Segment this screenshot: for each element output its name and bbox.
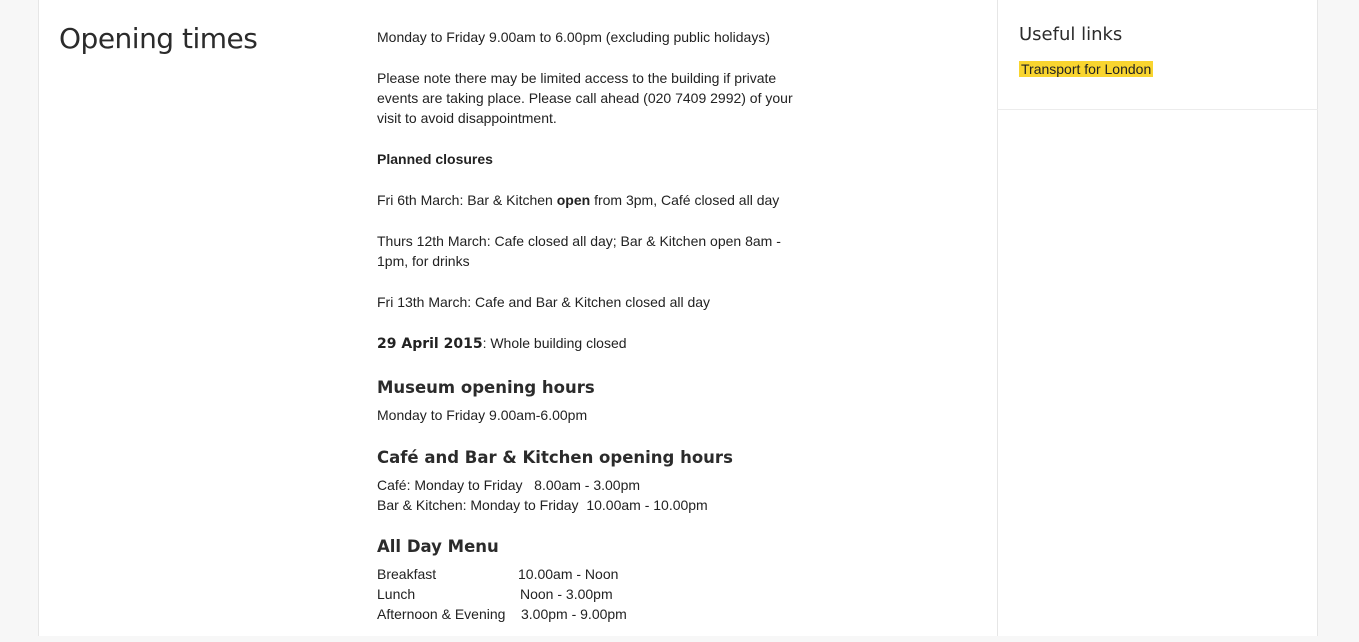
closure-thurs-12: Thurs 12th March: Cafe closed all day; Bar & Kitchen open 8am - 1pm, for drinks	[377, 233, 781, 269]
table-row	[377, 564, 627, 584]
sidebar-divider	[997, 110, 998, 636]
menu-time: 10.00am - Noon	[518, 566, 619, 582]
menu-time: 3.00pm - 9.00pm	[521, 606, 627, 622]
closure-april-text: : Whole building closed	[482, 335, 627, 351]
closure-fri-6-bold: open	[556, 192, 591, 208]
transport-for-london-link[interactable]: Transport for London	[1021, 61, 1152, 77]
planned-closures-heading: Planned closures	[377, 151, 493, 167]
museum-hours-section	[377, 377, 807, 425]
menu-time: Noon - 3.00pm	[520, 586, 613, 602]
closure-april-date: 29 April 2015	[377, 336, 483, 352]
access-note: Please note there may be limited access to the building if private events are taking place. Please call ahead (020 7409 2992) of your visit to avoid disappointment.	[377, 70, 793, 126]
useful-links-sidebar	[997, 0, 1318, 110]
cafe-hours-section	[377, 447, 807, 515]
menu-meal: Lunch	[377, 586, 416, 602]
closure-fri-13: Fri 13th March: Cafe and Bar & Kitchen closed all day	[377, 294, 711, 310]
page-container	[38, 0, 1318, 636]
museum-hours-text: Monday to Friday 9.00am-6.00pm	[377, 407, 588, 423]
menu-meal: Afternoon & Evening	[377, 606, 506, 622]
closure-fri-6-suffix: from 3pm, Café closed all day	[590, 192, 780, 208]
table-row	[377, 604, 627, 624]
cafe-hours-line: Café: Monday to Friday 8.00am - 3.00pm	[377, 477, 641, 493]
cafe-hours-heading: Café and Bar & Kitchen opening hours	[377, 448, 733, 467]
closure-fri-6-prefix: Fri 6th March: Bar & Kitchen	[377, 192, 557, 208]
bar-kitchen-hours-line: Bar & Kitchen: Monday to Friday 10.00am - 10.00pm	[377, 497, 708, 513]
museum-hours-heading: Museum opening hours	[377, 378, 595, 397]
table-row	[377, 584, 627, 604]
page-title: Opening times	[59, 22, 258, 55]
menu-table	[377, 564, 627, 624]
closure-april-29	[377, 333, 807, 354]
all-day-menu-heading: All Day Menu	[377, 537, 499, 556]
useful-links-heading: Useful links	[1019, 24, 1123, 45]
opening-hours-text: Monday to Friday 9.00am to 6.00pm (excluding public holidays)	[377, 29, 770, 45]
main-content	[377, 27, 807, 642]
closure-fri-6	[377, 190, 807, 210]
menu-meal: Breakfast	[377, 566, 437, 582]
all-day-menu-section	[377, 536, 807, 624]
